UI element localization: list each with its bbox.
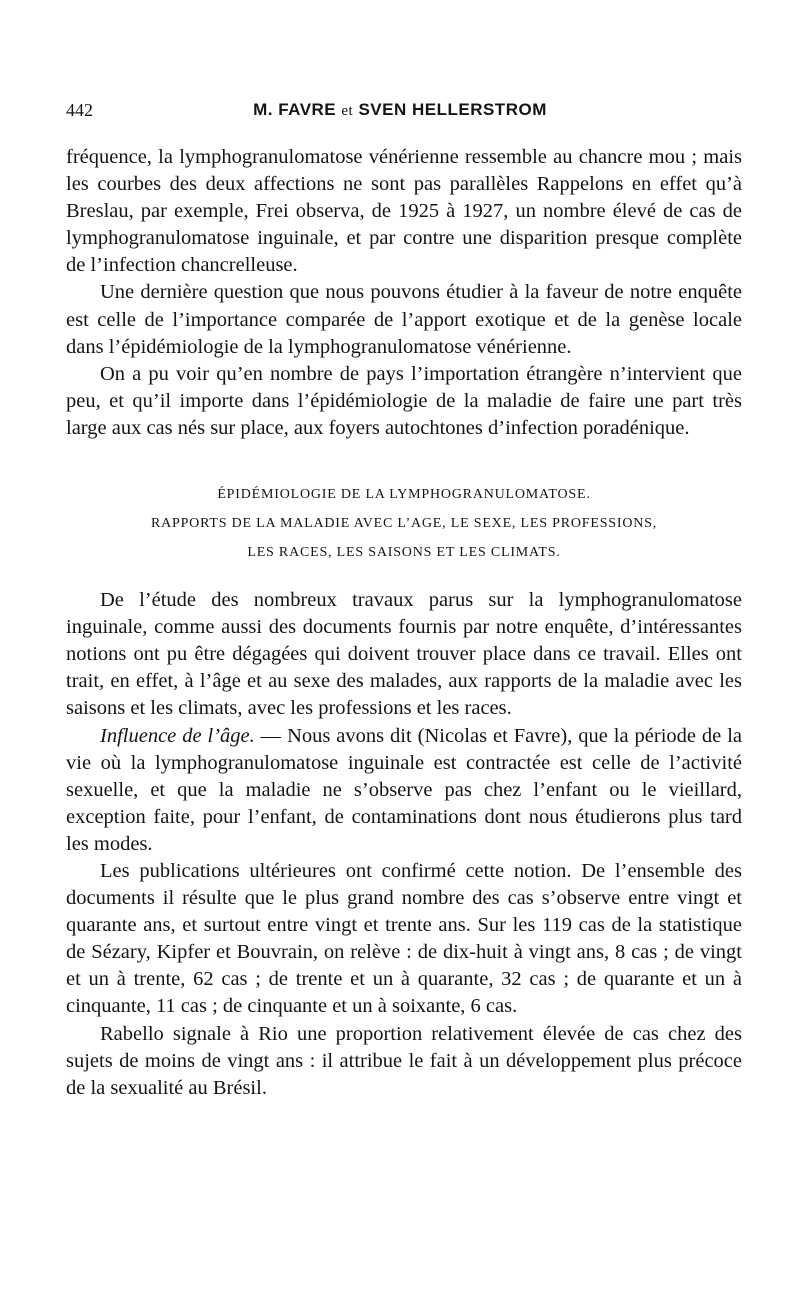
paragraph-text: — Nous avons dit (Nicolas et Favre), que la période de la vie où la lymphogranulomatose inguinale est contractée est celle de l’activité sexuelle, et que la maladie ne s’observe pas chez l’enfant ou le vieillard, exception faite, pour l’enfant, de contaminations dont nous étudierons plus tard les modes. bbox=[66, 724, 742, 855]
page-body bbox=[66, 144, 742, 1102]
paragraph: Rabello signale à Rio une proportion relativement élevée de cas chez des sujets de moins de vingt ans : il attribue le fait à un développement plus précoce de la sexualité au Brésil. bbox=[66, 1022, 742, 1099]
page-number: 442 bbox=[66, 100, 93, 120]
paragraph-continuation: fréquence, la lymphogranulomatose vénérienne ressemble au chancre mou ; mais les courbes des deux affections ne sont pas parallèles Rappelons en effet qu’à Breslau, par exemple, Frei observa, de 1925 à 1927, un nombre élevé de cas de lymphogranulomatose inguinale, et par contre une disparition presque complète de l’infection chancrelleuse. bbox=[66, 146, 742, 277]
section-heading-line: RAPPORTS DE LA MALADIE AVEC L’AGE, LE SEXE, LES PROFESSIONS, bbox=[150, 516, 658, 532]
section-heading-line: ÉPIDÉMIOLOGIE DE LA LYMPHOGRANULOMATOSE. bbox=[217, 487, 591, 503]
running-header bbox=[66, 100, 734, 130]
author-hellerstrom: SVEN HELLERSTROM bbox=[358, 100, 547, 119]
author-favre: M. FAVRE bbox=[253, 100, 337, 119]
paragraph: Une dernière question que nous pouvons étudier à la faveur de notre enquête est celle de l’importance comparée de l’apport exotique et de la genèse locale dans l’épidémiologie de la lymphogranulomatose vénérienne. bbox=[66, 281, 742, 358]
paragraph: On a pu voir qu’en nombre de pays l’importation étrangère n’intervient que peu, et qu’il importe dans l’épidémiologie de la maladie de faire une part très large aux cas nés sur place, aux foyers autochtones d’infection poradénique. bbox=[66, 362, 742, 439]
paragraph: Les publications ultérieures ont confirmé cette notion. De l’ensemble des documents il résulte que le plus grand nombre des cas s’observe entre vingt et quarante ans, et surtout entre vingt et trente ans. Sur les 119 cas de la statistique de Sézary, Kipfer et Bouvrain, on relève : de dix-huit à vingt ans, 8 cas ; de vingt et un à trente, 62 cas ; de trente et un à quarante, 32 cas ; de quarante et un à cinquante, 11 cas ; de cinquante et un à soixante, 6 cas. bbox=[66, 859, 742, 1018]
section-heading bbox=[66, 480, 742, 567]
paragraph bbox=[66, 723, 742, 858]
paragraph-lead-italic: Influence de l’âge. bbox=[100, 724, 255, 747]
paragraph: De l’étude des nombreux travaux parus sur la lymphogranulomatose inguinale, comme aussi des documents fournis par notre enquête, d’intéressantes notions ont pu être dégagées qui doivent trouver place dans ce travail. Elles ont trait, en effet, à l’âge et au sexe des malades, aux rapports de la maladie avec les saisons et les climats, avec les professions et les races. bbox=[66, 589, 742, 720]
section-heading-line: LES RACES, LES SAISONS ET LES CLIMATS. bbox=[247, 545, 561, 561]
running-title bbox=[66, 100, 734, 120]
author-conjunction: et bbox=[341, 103, 354, 119]
